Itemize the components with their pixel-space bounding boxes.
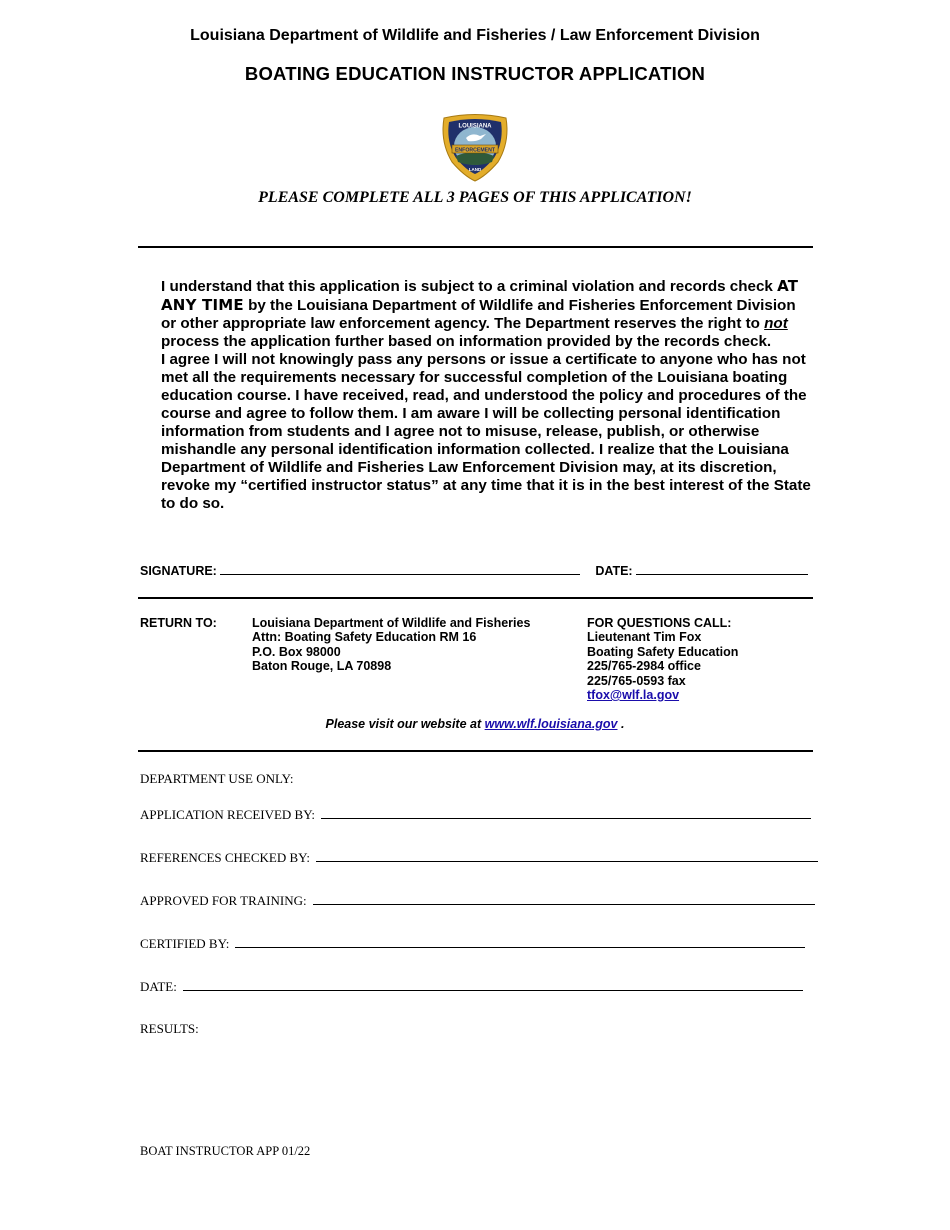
field-line[interactable] — [313, 894, 815, 905]
return-to-label: RETURN TO: — [140, 616, 217, 630]
questions-label: FOR QUESTIONS CALL: — [587, 616, 732, 630]
field-label: APPLICATION RECEIVED BY: — [140, 807, 316, 822]
contact-name: Lieutenant Tim Fox — [587, 630, 702, 645]
department-use-heading: DEPARTMENT USE ONLY: — [140, 771, 294, 786]
divider — [138, 246, 813, 248]
agreement-end: process the application further based on information provided by the records check. — [161, 333, 772, 350]
department-header: Louisiana Department of Wildlife and Fisheries / Law Enforcement Division — [190, 27, 760, 44]
agreement-mid: by the Louisiana Department of Wildlife and Fisheries Enforcement Division or other appropriate law enforcement agency. The Department reserves the right to — [161, 297, 796, 332]
field-label: CERTIFIED BY: — [140, 936, 230, 951]
contact-fax: 225/765-0593 fax — [587, 673, 686, 688]
website-prefix: Please visit our website at — [325, 717, 485, 731]
seal-top-text: LOUISIANA — [458, 123, 492, 130]
agreement-text — [140, 277, 815, 513]
address-line: Louisiana Department of Wildlife and Fisheries — [252, 616, 531, 630]
references-checked-by-field — [140, 850, 818, 866]
field-line[interactable] — [183, 980, 803, 991]
website-suffix: . — [617, 717, 625, 731]
field-line[interactable] — [316, 851, 818, 862]
website-link[interactable]: www.wlf.louisiana.gov — [484, 717, 618, 731]
form-code: BOAT INSTRUCTOR APP 01/22 — [140, 1144, 311, 1158]
enforcement-seal-logo — [438, 112, 512, 182]
contact-unit: Boating Safety Education — [587, 644, 739, 659]
questions-contact — [587, 616, 738, 702]
department-date-field — [140, 979, 803, 995]
address-line: Baton Rouge, LA 70898 — [252, 659, 392, 674]
field-line[interactable] — [235, 937, 805, 948]
agreement-paragraph-2: I agree I will not knowingly pass any persons or issue a certificate to anyone who has not met all the requirements necessary for successful completion of the Louisiana boating education course. I have received, read, and understood the policy and procedures of the course and agree to follow them. I am aware I will be collecting personal identification information from students and I agree not to misuse, release, publish, or otherwise mishandle any personal identification information collected. I realize that the Louisiana Department of Wildlife and Fisheries Law Enforcement Division may, at its discretion, revoke my “certified instructor status” at any time that it is in the best interest of the State to do so. — [161, 351, 811, 512]
contact-office-phone: 225/765-2984 office — [587, 659, 701, 674]
agreement-paragraph-1 — [140, 277, 815, 351]
signature-line[interactable] — [220, 562, 580, 575]
field-label: APPROVED FOR TRAINING: — [140, 893, 307, 908]
field-line[interactable] — [321, 808, 811, 819]
field-label: REFERENCES CHECKED BY: — [140, 850, 310, 865]
approved-for-training-field — [140, 893, 815, 909]
results-label: RESULTS: — [140, 1021, 199, 1036]
certified-by-field — [140, 936, 805, 952]
seal-bottom-text: LAND — [468, 167, 482, 172]
seal-banner-text: ENFORCEMENT — [454, 147, 496, 154]
signature-date-line[interactable] — [636, 562, 808, 575]
field-label: DATE: — [140, 979, 177, 994]
divider — [138, 597, 813, 599]
website-note — [0, 717, 950, 731]
agreement-intro: I understand that this application is subject to a criminal violation and records check — [161, 278, 773, 295]
contact-email-link[interactable]: tfox@wlf.la.gov — [587, 688, 680, 703]
signature-date-label: DATE: — [595, 564, 633, 578]
form-title: BOATING EDUCATION INSTRUCTOR APPLICATION — [244, 63, 706, 84]
address-line: P.O. Box 98000 — [252, 644, 341, 659]
complete-all-pages-note: PLEASE COMPLETE ALL 3 PAGES OF THIS APPLICATION! — [258, 189, 692, 206]
divider — [138, 750, 813, 752]
signature-row — [140, 562, 815, 578]
return-address — [252, 616, 530, 674]
address-line: Attn: Boating Safety Education RM 16 — [252, 630, 477, 645]
signature-label: SIGNATURE: — [140, 564, 217, 578]
at-any-time-emphasis: AT ANY TIME — [161, 277, 799, 314]
application-received-by-field — [140, 807, 811, 823]
not-emphasis: not — [764, 315, 788, 332]
